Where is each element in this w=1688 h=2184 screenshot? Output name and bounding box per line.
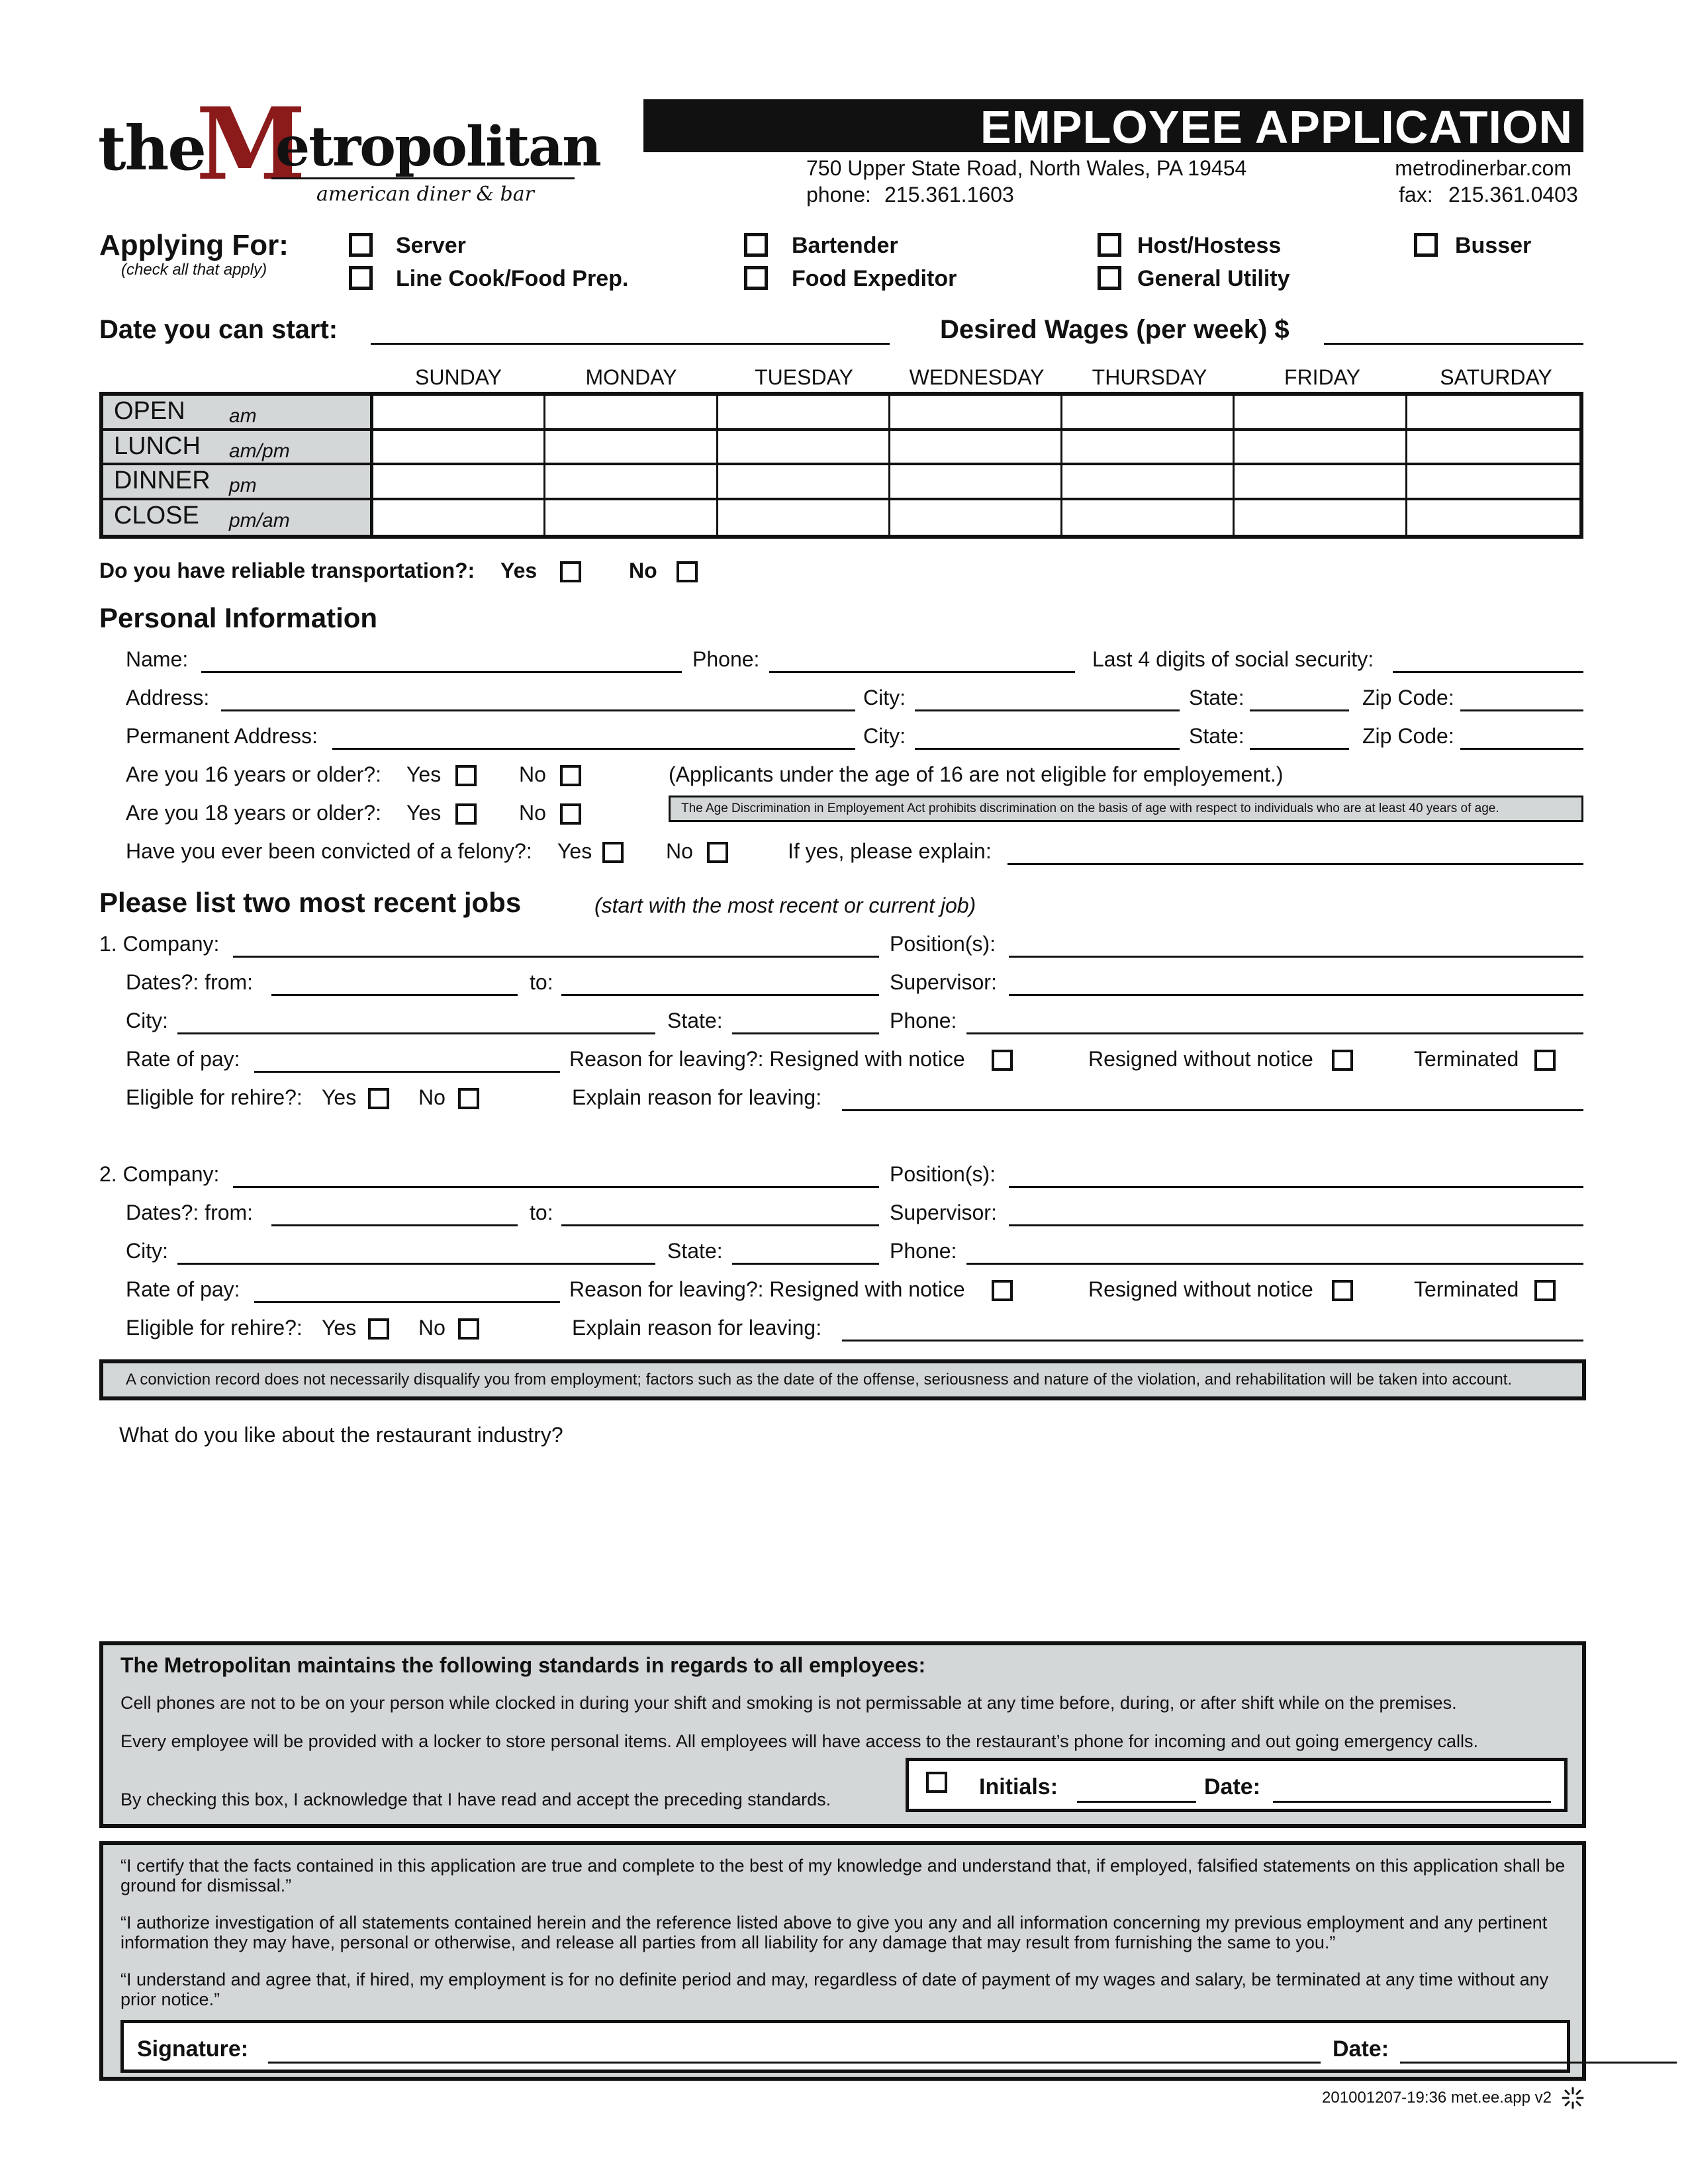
perm-address-field[interactable] xyxy=(332,748,855,750)
perm-city-label: City: xyxy=(863,724,906,748)
standards-p3: By checking this box, I acknowledge that I have read and accept the preceding standards. xyxy=(120,1790,831,1809)
footer-version: 201001207-19:36 met.ee.app v2 xyxy=(1322,2089,1552,2107)
perm-state-field[interactable] xyxy=(1250,748,1349,750)
job2-dates-label: Dates?: from: xyxy=(126,1201,254,1224)
day-sunday: SUNDAY xyxy=(415,365,502,389)
sparkle-icon xyxy=(1561,2086,1585,2110)
job1-rate-field[interactable] xyxy=(254,1071,560,1073)
transport-no-label: No xyxy=(629,559,657,582)
job1-from-field[interactable] xyxy=(271,994,518,996)
job1-rehire-no-checkbox[interactable] xyxy=(458,1088,479,1109)
applying-for-label: Applying For: xyxy=(99,229,289,261)
initials-field[interactable] xyxy=(1077,1801,1196,1803)
phone-label: phone: xyxy=(806,183,871,206)
schedule-cell[interactable] xyxy=(1235,396,1407,431)
shift-dinner xyxy=(103,465,373,500)
certify-p1: “I certify that the facts contained in this application are true and complete to the best of my knowledge and understand that, if employed, falsified statements on this application shall be ground for dismissal.” xyxy=(120,1856,1566,1895)
phone-field[interactable] xyxy=(769,671,1075,673)
host-label: Host/Hostess xyxy=(1137,233,1282,258)
schedule-cell[interactable] xyxy=(718,431,890,466)
job1-resigned-without-checkbox[interactable] xyxy=(1332,1050,1353,1071)
job2-resigned-without-label: Resigned without notice xyxy=(1088,1277,1313,1301)
job2-rate-label: Rate of pay: xyxy=(126,1277,240,1301)
shift-name: LUNCH xyxy=(114,432,201,460)
schedule-cell[interactable] xyxy=(545,500,718,535)
acknowledge-box xyxy=(906,1758,1568,1812)
job2-company-label: 2. Company: xyxy=(99,1162,220,1186)
jobs-subheading: (start with the most recent or current job) xyxy=(594,893,976,917)
schedule-cell[interactable] xyxy=(1407,465,1579,500)
job1-supervisor-label: Supervisor: xyxy=(890,970,997,994)
day-tuesday: TUESDAY xyxy=(755,365,853,389)
zip-field[interactable] xyxy=(1460,709,1583,711)
city-field[interactable] xyxy=(915,709,1180,711)
conviction-notice xyxy=(99,1359,1586,1400)
job1-state-field[interactable] xyxy=(732,1032,879,1034)
host-checkbox[interactable] xyxy=(1098,233,1121,257)
job2-to-label: to: xyxy=(530,1201,553,1224)
job2-supervisor-label: Supervisor: xyxy=(890,1201,997,1224)
job1-state-label: State: xyxy=(667,1009,723,1032)
food-expeditor-checkbox[interactable] xyxy=(744,266,768,290)
job2-supervisor-field[interactable] xyxy=(1009,1224,1583,1226)
job1-rehire-yes-label: Yes xyxy=(322,1085,357,1109)
schedule-cell[interactable] xyxy=(718,465,890,500)
job2-to-field[interactable] xyxy=(561,1224,879,1226)
certify-p2: “I authorize investigation of all statements contained herein and the reference listed above to give you any and all information concerning my previous employment and any pertinent information they may have, personal or otherwise, and release all parties from all liability for any damage that may result from furnishing the same to you.” xyxy=(120,1913,1548,1952)
standards-box xyxy=(99,1641,1586,1828)
perm-city-field[interactable] xyxy=(915,748,1180,750)
address-label: Address: xyxy=(126,686,210,709)
felony-no-checkbox[interactable] xyxy=(707,842,728,863)
job2-resigned-notice-checkbox[interactable] xyxy=(992,1280,1013,1301)
logo xyxy=(98,86,600,212)
job1-rehire-label: Eligible for rehire?: xyxy=(126,1085,303,1109)
ssn-label: Last 4 digits of social security: xyxy=(1092,647,1374,671)
perm-address-label: Permanent Address: xyxy=(126,724,318,748)
schedule-cell[interactable] xyxy=(373,465,545,500)
wages-field[interactable] xyxy=(1324,343,1583,345)
age16-no-checkbox[interactable] xyxy=(560,765,581,786)
busser-checkbox[interactable] xyxy=(1414,233,1438,257)
certify-box xyxy=(99,1841,1586,2081)
schedule-cell[interactable] xyxy=(1407,500,1579,535)
general-utility-checkbox[interactable] xyxy=(1098,266,1121,290)
conviction-notice-text: A conviction record does not necessarily disqualify you from employment; factors such as the date of the offense, seriousness and nature of the violation, and rehabilitation will be taken into account. xyxy=(126,1371,1513,1388)
day-monday: MONDAY xyxy=(585,365,677,389)
zip-label: Zip Code: xyxy=(1362,686,1454,709)
felony-explain-label: If yes, please explain: xyxy=(788,839,992,863)
start-date-field[interactable] xyxy=(371,343,890,345)
initials-label: Initials: xyxy=(979,1774,1058,1799)
schedule-cell[interactable] xyxy=(1062,500,1235,535)
job1-rehire-yes-checkbox[interactable] xyxy=(368,1088,389,1109)
schedule-cell[interactable] xyxy=(718,500,890,535)
job1-rehire-no-label: No xyxy=(418,1085,445,1109)
schedule-cell[interactable] xyxy=(718,396,890,431)
schedule-cell[interactable] xyxy=(545,431,718,466)
day-thursday: THURSDAY xyxy=(1092,365,1207,389)
ssn-field[interactable] xyxy=(1393,671,1583,673)
age18-no-checkbox[interactable] xyxy=(560,803,581,825)
shift-time: pm xyxy=(229,475,257,496)
schedule-cell[interactable] xyxy=(1062,396,1235,431)
schedule-day-headers xyxy=(372,365,1583,392)
standards-heading: The Metropolitan maintains the following standards in regards to all employees: xyxy=(120,1653,926,1677)
job1-positions-field[interactable] xyxy=(1009,956,1583,958)
age18-yes-label: Yes xyxy=(406,801,442,825)
under16-note: (Applicants under the age of 16 are not eligible for employement.) xyxy=(669,762,1284,786)
job1-phone-field[interactable] xyxy=(966,1032,1583,1034)
job1-explain-field[interactable] xyxy=(842,1109,1583,1111)
restaurant-fax: 215.361.0403 xyxy=(1448,183,1578,206)
job1-reason-label: Reason for leaving?: Resigned with notice xyxy=(569,1047,965,1071)
job2-state-field[interactable] xyxy=(732,1263,879,1265)
job1-company-field[interactable] xyxy=(233,956,879,958)
signature-date-field[interactable] xyxy=(1400,2062,1677,2064)
schedule-cell[interactable] xyxy=(1407,396,1579,431)
transport-no-checkbox[interactable] xyxy=(677,561,698,582)
title-bar xyxy=(643,99,1583,152)
job1-terminated-checkbox[interactable] xyxy=(1534,1050,1556,1071)
day-friday: FRIDAY xyxy=(1284,365,1360,389)
schedule-cell[interactable] xyxy=(373,396,545,431)
job1-supervisor-field[interactable] xyxy=(1009,994,1583,996)
shift-name: DINNER xyxy=(114,467,211,494)
job1-city-field[interactable] xyxy=(177,1032,655,1034)
standards-p2: Every employee will be provided with a locker to store personal items. All employees will have access to the restaurant’s phone for incoming and out going emergency calls. xyxy=(120,1731,1479,1751)
age16-yes-label: Yes xyxy=(406,762,442,786)
signature-label: Signature: xyxy=(137,2036,249,2062)
schedule-cell[interactable] xyxy=(545,465,718,500)
job2-city-field[interactable] xyxy=(177,1263,655,1265)
logo-rest: etropolitan xyxy=(275,115,600,179)
signature-date-label: Date: xyxy=(1333,2036,1389,2062)
job1-terminated-label: Terminated xyxy=(1414,1047,1519,1071)
standards-p1: Cell phones are not to be on your person while clocked in during your shift and smoking is not permissable at any time before, during, or after shift while on the premises. xyxy=(120,1693,1457,1713)
shift-time: pm/am xyxy=(229,509,290,531)
start-date-label: Date you can start: xyxy=(99,315,338,344)
schedule-cell[interactable] xyxy=(373,431,545,466)
schedule-grid xyxy=(99,392,1583,539)
job1-dates-label: Dates?: from: xyxy=(126,970,254,994)
age18-no-label: No xyxy=(519,801,546,825)
age16-label: Are you 16 years or older?: xyxy=(126,762,381,786)
job2-explain-field[interactable] xyxy=(842,1340,1583,1342)
schedule-cell[interactable] xyxy=(890,500,1062,535)
job1-phone-label: Phone: xyxy=(890,1009,957,1032)
shift-time: am/pm xyxy=(229,439,290,462)
transport-yes-checkbox[interactable] xyxy=(560,561,581,582)
perm-zip-field[interactable] xyxy=(1460,748,1583,750)
signature-field[interactable] xyxy=(268,2062,1321,2064)
jobs-heading: Please list two most recent jobs xyxy=(99,887,522,918)
city-label: City: xyxy=(863,686,906,709)
shift-lunch xyxy=(103,431,373,466)
signature-box xyxy=(120,2020,1570,2073)
busser-label: Busser xyxy=(1455,233,1532,258)
job2-positions-label: Position(s): xyxy=(890,1162,996,1186)
line-cook-checkbox[interactable] xyxy=(349,266,373,290)
felony-yes-label: Yes xyxy=(557,839,592,863)
age16-yes-checkbox[interactable] xyxy=(455,765,477,786)
shift-name: CLOSE xyxy=(114,501,199,529)
job2-phone-label: Phone: xyxy=(890,1239,957,1263)
job2-rate-field[interactable] xyxy=(254,1301,560,1303)
shift-close xyxy=(103,500,373,535)
perm-state-label: State: xyxy=(1189,724,1244,748)
age-act-text: The Age Discrimination in Employement Act prohibits discrimination on the basis of age with respect to individuals who are at least 40 years of age. xyxy=(681,801,1499,815)
bartender-checkbox[interactable] xyxy=(744,233,768,257)
logo-tagline: american diner & bar xyxy=(316,183,534,206)
schedule-cell[interactable] xyxy=(1235,431,1407,466)
job1-resigned-without-label: Resigned without notice xyxy=(1088,1047,1313,1071)
job1-explain-label: Explain reason for leaving: xyxy=(572,1085,822,1109)
state-field[interactable] xyxy=(1250,709,1349,711)
line-cook-label: Line Cook/Food Prep. xyxy=(396,266,629,291)
bartender-label: Bartender xyxy=(792,233,898,258)
day-wednesday: WEDNESDAY xyxy=(909,365,1045,389)
job2-rehire-no-checkbox[interactable] xyxy=(458,1318,479,1340)
felony-yes-checkbox[interactable] xyxy=(602,842,624,863)
shift-time: am xyxy=(229,405,257,427)
felony-no-label: No xyxy=(666,839,693,863)
industry-question: What do you like about the restaurant industry? xyxy=(119,1423,563,1447)
name-field[interactable] xyxy=(201,671,682,673)
logo-the: the xyxy=(98,113,205,184)
address-field[interactable] xyxy=(221,709,855,711)
schedule-cell[interactable] xyxy=(1235,500,1407,535)
schedule-cell[interactable] xyxy=(545,396,718,431)
job2-terminated-checkbox[interactable] xyxy=(1534,1280,1556,1301)
job1-positions-label: Position(s): xyxy=(890,932,996,956)
job2-rehire-label: Eligible for rehire?: xyxy=(126,1316,303,1340)
job2-explain-label: Explain reason for leaving: xyxy=(572,1316,822,1340)
wages-label: Desired Wages (per week) $ xyxy=(940,315,1289,344)
restaurant-address: 750 Upper State Road, North Wales, PA 19454 xyxy=(806,156,1247,180)
schedule-cell[interactable] xyxy=(1062,465,1235,500)
state-label: State: xyxy=(1189,686,1244,709)
job2-phone-field[interactable] xyxy=(966,1263,1583,1265)
job2-city-label: City: xyxy=(126,1239,168,1263)
felony-explain-field[interactable] xyxy=(1008,863,1583,865)
schedule-cell[interactable] xyxy=(890,465,1062,500)
server-label: Server xyxy=(396,233,466,258)
schedule-cell[interactable] xyxy=(373,500,545,535)
schedule-cell[interactable] xyxy=(1062,431,1235,466)
restaurant-phone: 215.361.1603 xyxy=(884,183,1014,206)
logo-m: M xyxy=(196,86,306,203)
personal-info-heading: Personal Information xyxy=(99,602,378,633)
age16-no-label: No xyxy=(519,762,546,786)
standards-date-label: Date: xyxy=(1204,1774,1261,1799)
perm-zip-label: Zip Code: xyxy=(1362,724,1454,748)
acknowledge-checkbox[interactable] xyxy=(926,1772,947,1793)
name-label: Name: xyxy=(126,647,189,671)
job2-reason-label: Reason for leaving?: Resigned with notice xyxy=(569,1277,965,1301)
applying-for-note: (check all that apply) xyxy=(121,261,267,279)
shift-open xyxy=(103,396,373,431)
day-saturday: SATURDAY xyxy=(1440,365,1552,389)
fax-label: fax: xyxy=(1399,183,1433,206)
schedule-cell[interactable] xyxy=(890,396,1062,431)
job1-rate-label: Rate of pay: xyxy=(126,1047,240,1071)
job2-terminated-label: Terminated xyxy=(1414,1277,1519,1301)
transport-yes-label: Yes xyxy=(500,559,538,582)
general-utility-label: General Utility xyxy=(1137,266,1290,291)
website: metrodinerbar.com xyxy=(1395,156,1571,180)
job2-rehire-no-label: No xyxy=(418,1316,445,1340)
schedule-cell[interactable] xyxy=(1235,465,1407,500)
schedule-cell[interactable] xyxy=(890,431,1062,466)
certify-p3: “I understand and agree that, if hired, my employment is for no definite period and may, regardless of date of payment of my wages and salary, be terminated at any time without any prior notice.” xyxy=(120,1970,1549,2009)
schedule-cell[interactable] xyxy=(1407,431,1579,466)
job1-to-label: to: xyxy=(530,970,553,994)
felony-label: Have you ever been convicted of a felony?: xyxy=(126,839,532,863)
food-expeditor-label: Food Expeditor xyxy=(792,266,957,291)
job2-rehire-yes-label: Yes xyxy=(322,1316,357,1340)
age-act-notice xyxy=(669,796,1583,822)
job1-city-label: City: xyxy=(126,1009,168,1032)
job2-state-label: State: xyxy=(667,1239,723,1263)
standards-date-field[interactable] xyxy=(1273,1801,1551,1803)
server-checkbox[interactable] xyxy=(349,233,373,257)
age18-label: Are you 18 years or older?: xyxy=(126,801,381,825)
phone-field-label: Phone: xyxy=(692,647,760,671)
age18-yes-checkbox[interactable] xyxy=(455,803,477,825)
job2-positions-field[interactable] xyxy=(1009,1186,1583,1188)
page-title: EMPLOYEE APPLICATION xyxy=(980,101,1573,153)
transport-label: Do you have reliable transportation?: xyxy=(99,559,475,582)
industry-answer-area[interactable] xyxy=(119,1456,1582,1628)
job2-rehire-yes-checkbox[interactable] xyxy=(368,1318,389,1340)
shift-name: OPEN xyxy=(114,397,185,425)
job2-company-field[interactable] xyxy=(233,1186,879,1188)
job1-company-label: 1. Company: xyxy=(99,932,220,956)
job1-to-field[interactable] xyxy=(561,994,879,996)
job2-from-field[interactable] xyxy=(271,1224,518,1226)
job2-resigned-without-checkbox[interactable] xyxy=(1332,1280,1353,1301)
job1-resigned-notice-checkbox[interactable] xyxy=(992,1050,1013,1071)
